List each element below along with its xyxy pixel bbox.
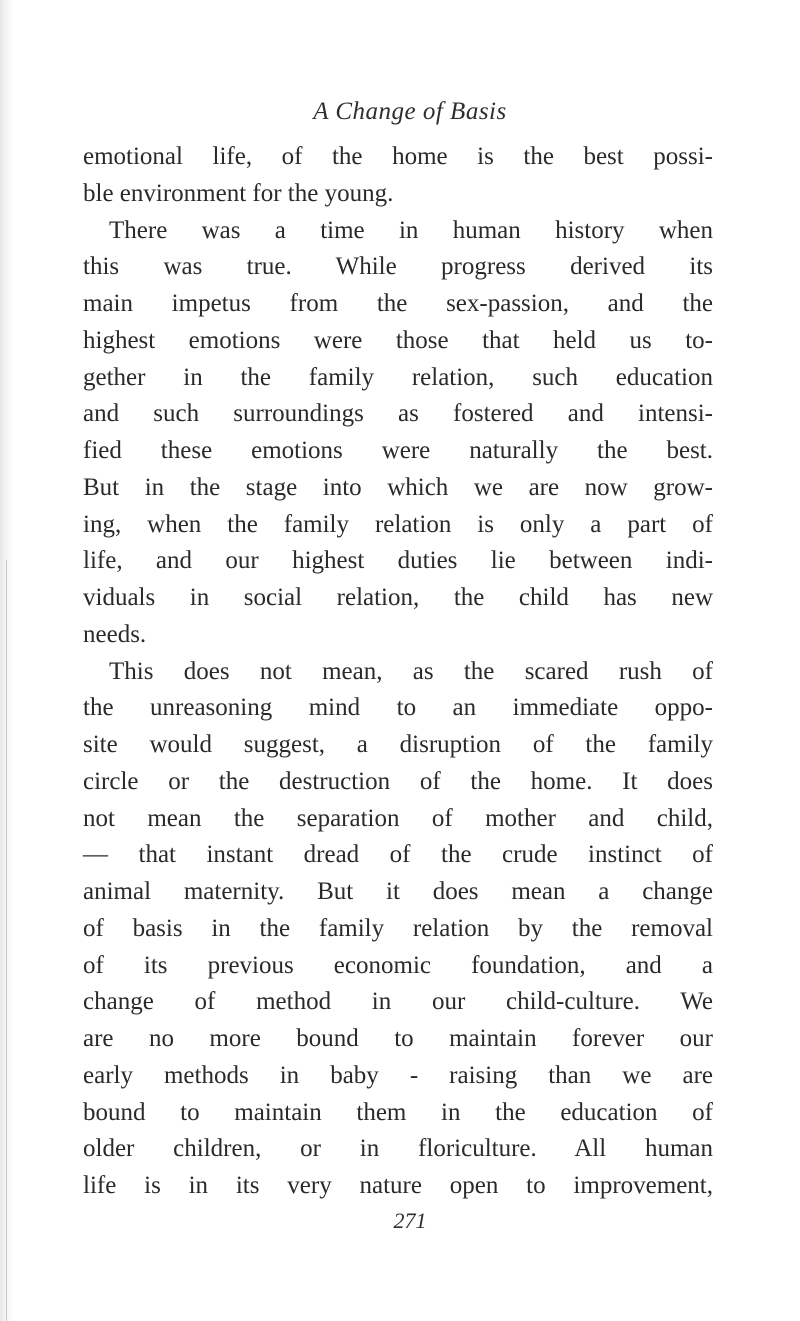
text-line: and such surroundings as fostered and intensi-: [83, 400, 713, 428]
text-line: circle or the destruction of the home. It does: [83, 767, 713, 795]
text-line: highest emotions were those that held us to-: [83, 326, 713, 354]
text-line: But in the stage into which we are now grow-: [83, 473, 713, 501]
binding-shadow: [0, 0, 14, 1321]
text-line: life is in its very nature open to improvement,: [83, 1172, 713, 1199]
body-text: [83, 139, 713, 1205]
text-line: site would suggest, a disruption of the family: [83, 731, 713, 758]
text-line: the unreasoning mind to an immediate oppo-: [83, 694, 713, 722]
text-line: bound to maintain them in the education of: [83, 1098, 713, 1126]
text-line: emotional life, of the home is the best possi-: [83, 143, 713, 170]
text-line: older children, or in floriculture. All human: [83, 1135, 713, 1163]
text-line: gether in the family relation, such education: [83, 363, 713, 391]
text-line: viduals in social relation, the child has new: [83, 584, 713, 611]
text-line: main impetus from the sex-passion, and the: [83, 290, 713, 317]
binding-edge-line: [6, 560, 7, 1321]
page-number: 271: [393, 1208, 427, 1233]
text-line: life, and our highest duties lie between indi-: [83, 547, 713, 575]
text-line: change of method in our child-culture. We: [83, 988, 713, 1016]
text-line: early methods in baby - raising than we are: [83, 1061, 713, 1089]
text-line: needs.: [83, 620, 147, 648]
text-line: There was a time in human history when: [109, 216, 713, 244]
text-line: ing, when the family relation is only a part of: [83, 510, 713, 538]
text-line: fied these emotions were naturally the best.: [83, 437, 713, 464]
text-line: are no more bound to maintain forever our: [83, 1025, 713, 1052]
text-line: ble environment for the young.: [83, 179, 394, 207]
running-head: A Change of Basis: [313, 98, 507, 125]
text-line: This does not mean, as the scared rush of: [109, 657, 713, 685]
text-line: this was true. While progress derived its: [83, 253, 713, 281]
text-line: of basis in the family relation by the removal: [83, 914, 713, 942]
text-line: — that instant dread of the crude instinct of: [83, 841, 713, 869]
text-line: not mean the separation of mother and child,: [83, 804, 713, 832]
text-line: animal maternity. But it does mean a change: [83, 878, 713, 905]
text-line: of its previous economic foundation, and a: [83, 951, 713, 979]
